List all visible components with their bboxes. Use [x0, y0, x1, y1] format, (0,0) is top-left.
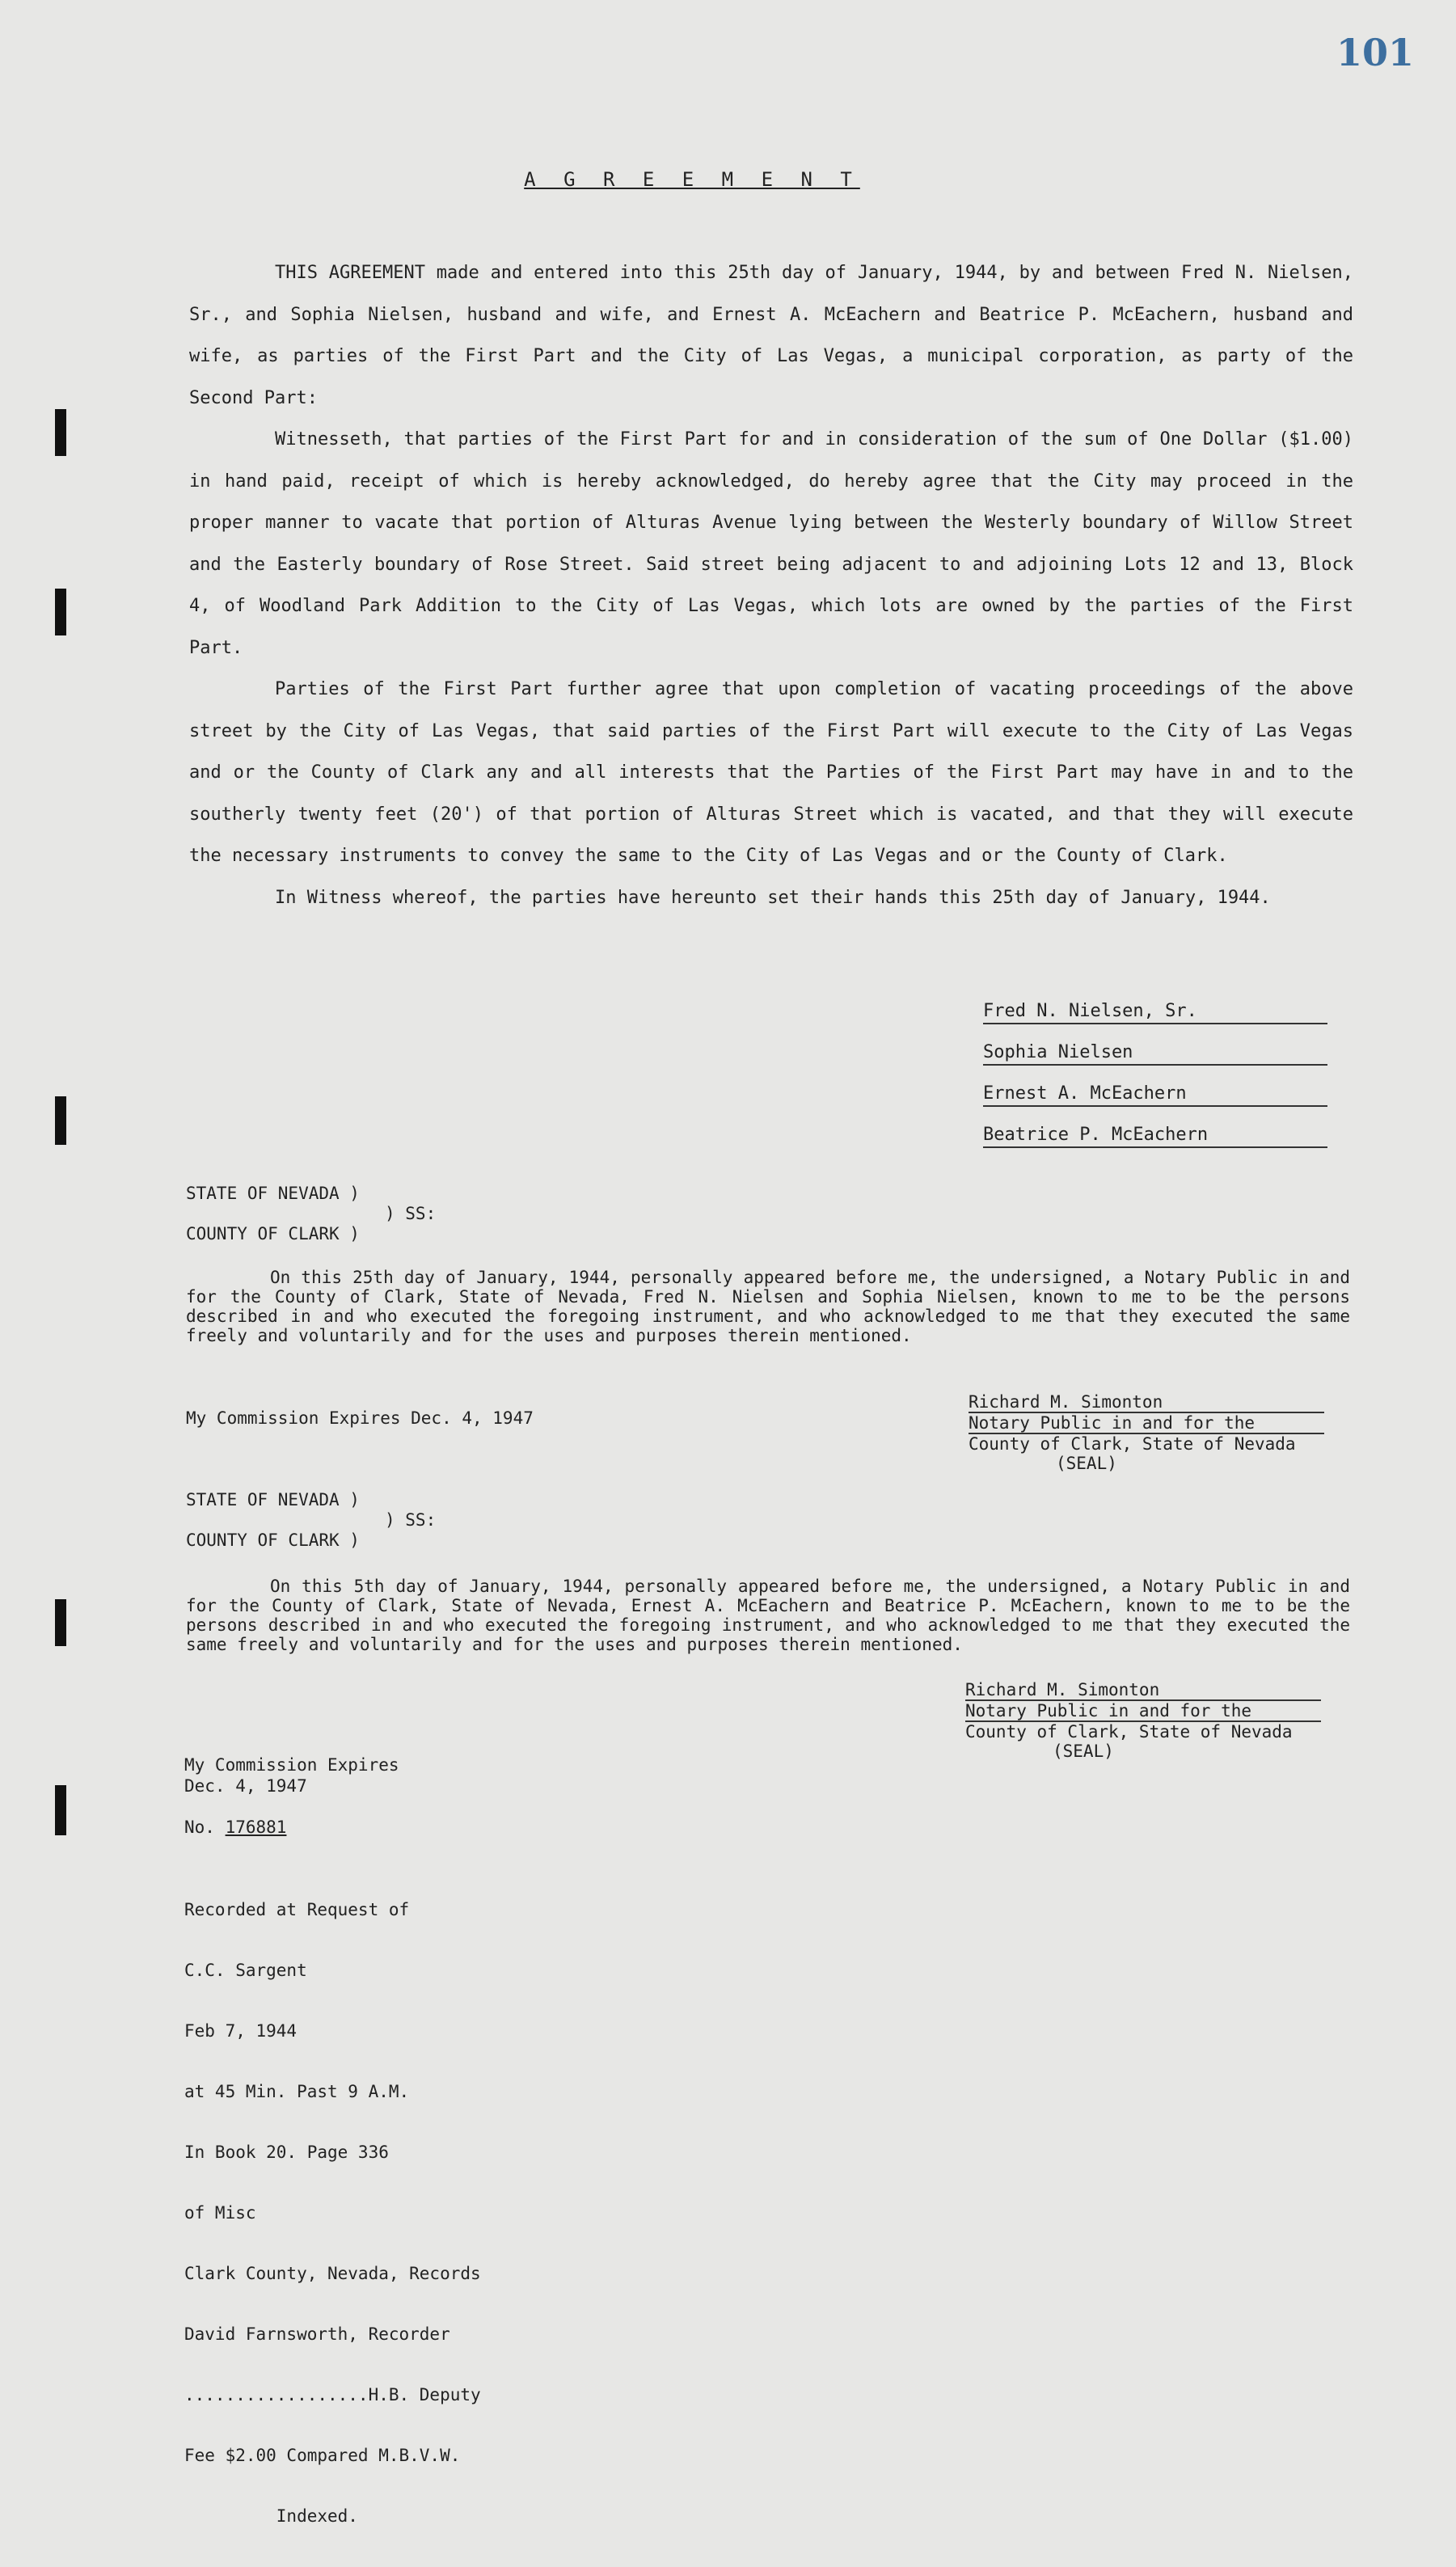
record-line: Feb 7, 1944 [184, 2021, 298, 2041]
venue-ss: ) SS: [385, 1510, 437, 1530]
notary-name: Richard M. Simonton [969, 1392, 1324, 1413]
notary-name: Richard M. Simonton [965, 1680, 1321, 1701]
notary-county: County of Clark, State of Nevada [965, 1722, 1293, 1742]
binding-mark [55, 409, 66, 456]
document-title: A G R E E M E N T [524, 168, 860, 191]
recording-info [184, 1860, 481, 2567]
signature-line: Sophia Nielsen [983, 1042, 1327, 1066]
seal-label: (SEAL) [1053, 1742, 1114, 1761]
binding-mark [55, 1096, 66, 1145]
binding-mark [55, 1785, 66, 1835]
record-number-value: 176881 [225, 1818, 287, 1837]
venue-state: STATE OF NEVADA ) [186, 1490, 360, 1509]
notary-county: County of Clark, State of Nevada [969, 1434, 1296, 1454]
acknowledgment [186, 1268, 1350, 1345]
acknowledgment-text: On this 5th day of January, 1944, personally appeared before me, the undersigned, a Notary Public in and for the County of Clark, State of Nevada, Ernest A. McEachern and Beatrice P. McEachern, known to me to be the persons described in and who executed the foregoing instrument, and who acknowledged to me that they executed the same freely and voluntarily and for the uses and purposes therein mentioned. [186, 1577, 1350, 1654]
record-line: In Book 20. Page 336 [184, 2143, 389, 2162]
record-line: at 45 Min. Past 9 A.M. [184, 2082, 410, 2101]
record-line: C.C. Sargent [184, 1961, 307, 1980]
seal-label: (SEAL) [1056, 1454, 1117, 1473]
record-line: Fee $2.00 Compared M.B.V.W. [184, 2446, 461, 2465]
paragraph: Parties of the First Part further agree that upon completion of vacating proceedings of the above street by the City of Las Vegas, that said parties of the First Part will execute to the City of Las Vegas and or the County of Clark any and all interests that the Parties of the First Part may have in and to the southerly twenty feet (20') of that portion of Alturas Street which is vacated, and that they will execute the necessary instruments to convey the same to the City of Las Vegas and or the County of Clark. [189, 679, 1353, 866]
acknowledgment-text: On this 25th day of January, 1944, personally appeared before me, the undersigned, a Notary Public in and for the County of Clark, State of Nevada, Fred N. Nielsen and Sophia Nielsen, known to me to be the persons described in and who executed the foregoing instrument, and who acknowledged to me that they executed the same freely and voluntarily and for the uses and purposes therein mentioned. [186, 1268, 1350, 1345]
notary-block [969, 1392, 1324, 1473]
venue-state: STATE OF NEVADA ) [186, 1184, 360, 1203]
acknowledgment [186, 1577, 1350, 1654]
binding-mark [55, 589, 66, 635]
commission-expiry: My Commission Expires Dec. 4, 1947 [186, 1408, 534, 1428]
binding-mark [55, 1599, 66, 1646]
record-number [184, 1818, 286, 1838]
record-number-label: No. [184, 1818, 215, 1837]
record-line: ..................H.B. Deputy [184, 2385, 481, 2404]
record-line: Indexed. [184, 2506, 358, 2526]
record-line: of Misc [184, 2203, 256, 2223]
record-line: Clark County, Nevada, Records [184, 2264, 481, 2283]
page-number: 101 [1336, 31, 1414, 74]
venue-county: COUNTY OF CLARK ) [186, 1224, 360, 1243]
paragraph: In Witness whereof, the parties have hereunto set their hands this 25th day of January, 1944. [275, 887, 1271, 908]
paragraph: THIS AGREEMENT made and entered into this 25th day of January, 1944, by and between Fred N. Nielsen, Sr., and Sophia Nielsen, husband and wife, and Ernest A. McEachern and Beatrice P. McEachern, husband and wife, as parties of the First Part and the City of Las Vegas, a municipal corporation, as party of the Second Part: [189, 263, 1353, 408]
venue-county: COUNTY OF CLARK ) [186, 1530, 360, 1550]
notary-block [965, 1680, 1321, 1761]
signature-line: Ernest A. McEachern [983, 1083, 1327, 1107]
notary-title: Notary Public in and for the [969, 1413, 1324, 1434]
notary-title: Notary Public in and for the [965, 1701, 1321, 1722]
agreement-body [189, 252, 1353, 918]
commission-expiry-label: My Commission Expires [184, 1755, 399, 1775]
paragraph: Witnesseth, that parties of the First Part for and in consideration of the sum of One Dollar ($1.00) in hand paid, receipt of which is hereby acknowledged, do hereby agree that the City may proceed in the proper manner to vacate that portion of Alturas Avenue lying between the Westerly boundary of Willow Street and the Easterly boundary of Rose Street. Said street being adjacent to and adjoining Lots 12 and 13, Block 4, of Woodland Park Addition to the City of Las Vegas, which lots are owned by the parties of the First Part. [189, 429, 1353, 658]
signature-line: Fred N. Nielsen, Sr. [983, 1001, 1327, 1024]
record-line: David Farnsworth, Recorder [184, 2324, 450, 2344]
record-line: Recorded at Request of [184, 1900, 410, 1919]
signature-line: Beatrice P. McEachern [983, 1125, 1327, 1148]
venue-ss: ) SS: [385, 1204, 437, 1223]
commission-expiry-date: Dec. 4, 1947 [184, 1776, 307, 1796]
